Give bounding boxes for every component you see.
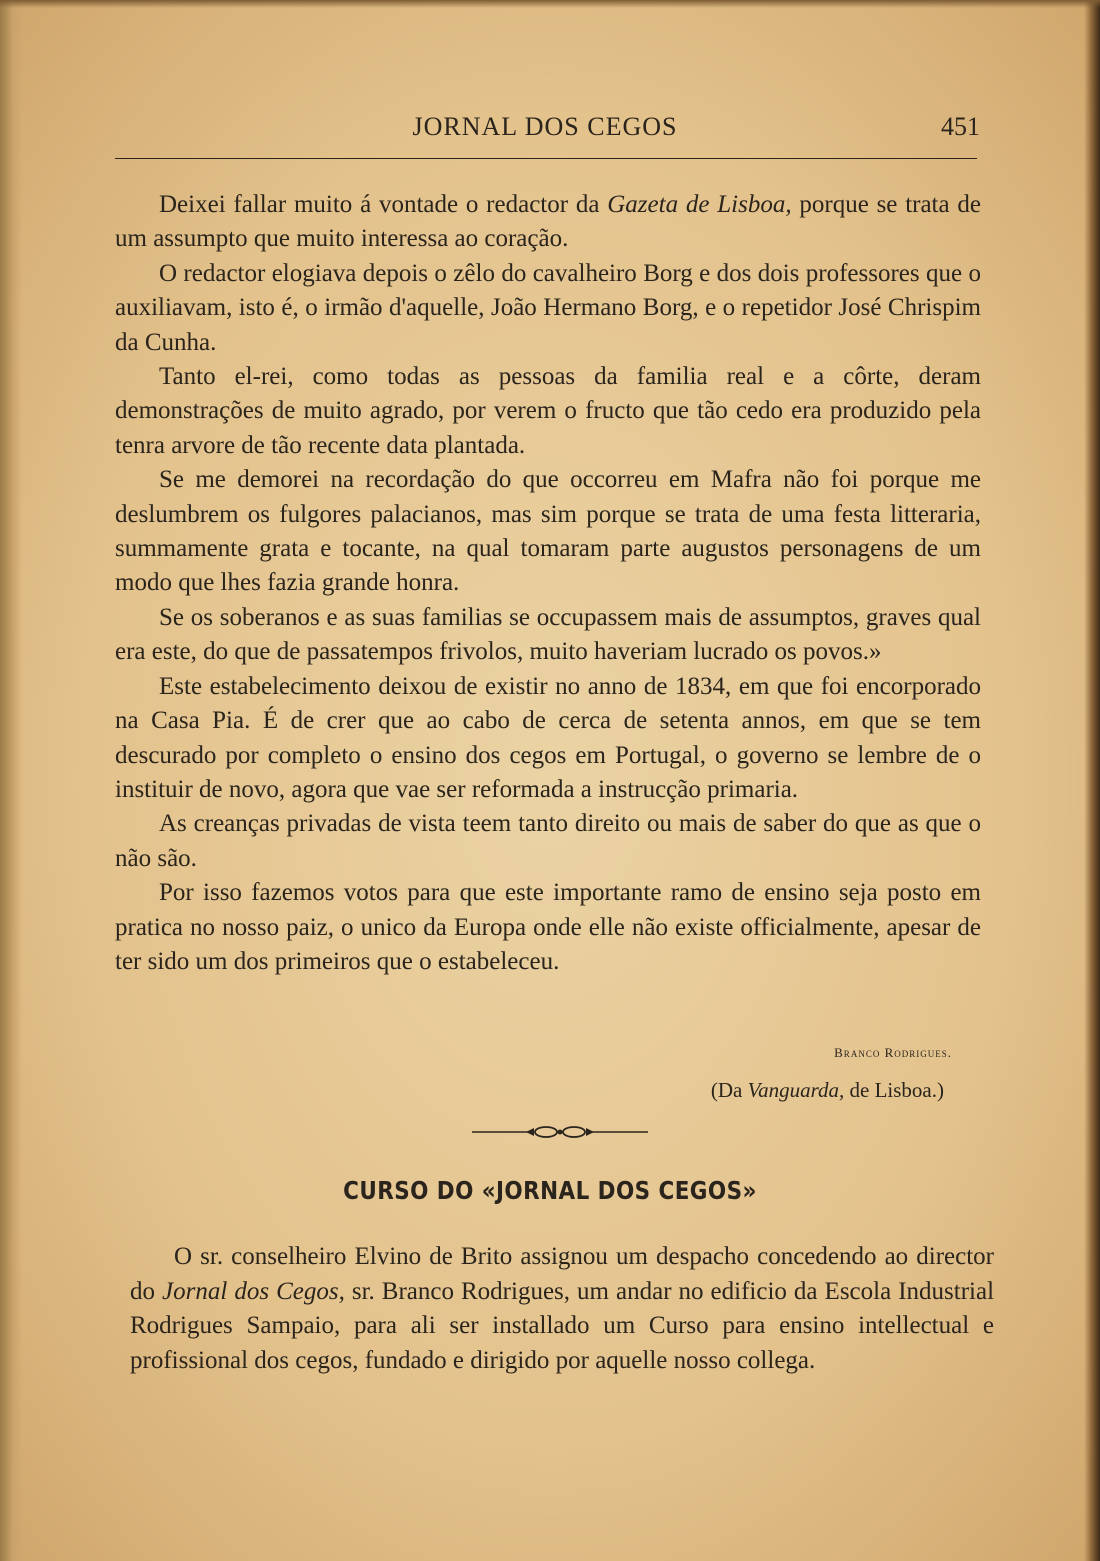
section-body: [130, 1240, 994, 1378]
page-top-edge: [0, 0, 1100, 8]
paragraph: Se me demorei na recordação do que occorreu em Mafra não foi porque me deslumbrem os fulgores palacianos, mas sim porque se trata de uma festa litteraria, summamente grata e tocante, na qual tomaram parte augustos personagens de um modo que lhes fazia grande honra.: [115, 466, 981, 597]
newspaper-title: Jornal dos Cegos,: [162, 1277, 345, 1305]
paragraph-text: porque se trata de um assumpto que muito interessa ao coração.: [115, 191, 981, 253]
newspaper-title: Gazeta de Lisboa,: [607, 191, 792, 218]
author-signature: Branco Rodrigues.: [834, 1045, 952, 1060]
source-credit: [711, 1078, 944, 1103]
running-title: JORNAL DOS CEGOS: [412, 112, 678, 141]
page-number: 451: [941, 112, 980, 141]
source-text: de Lisboa.): [844, 1078, 944, 1102]
paragraph: O redactor elogiava depois o zêlo do cavalheiro Borg e dos dois professores que o auxiliavam, isto é, o irmão d'aquelle, João Hermano Borg, e o repetidor José Chrispim da Cunha.: [115, 259, 981, 356]
page-right-edge: [1084, 0, 1100, 1561]
page-header: [110, 112, 980, 152]
source-publication: Vanguarda,: [747, 1078, 845, 1102]
paragraph: Se os soberanos e as suas familias se occupassem mais de assumptos, graves qual era este, do que de passatempos frivolos, muito haveriam lucrado os povos.»: [115, 603, 981, 666]
paragraph: Este estabelecimento deixou de existir no anno de 1834, em que foi encorporado na Casa Pia. É de crer que ao cabo de cerca de setenta annos, em que se tem descurado por completo o ensino dos cegos em Portugal, o governo se lembre de o instituir de novo, agora que vae ser reformada a instrucção primaria.: [115, 672, 981, 803]
section-divider-ornament: [472, 1122, 648, 1142]
paragraph: [130, 1240, 994, 1378]
section-heading: CURSO DO «JORNAL DOS CEGOS»: [343, 1176, 757, 1205]
paragraph-text: O sr. conselheiro Elvino de Brito assignou um despacho concedendo ao director do: [130, 1243, 994, 1305]
paragraph: Tanto el-rei, como todas as pessoas da familia real e a côrte, deram demonstrações de muito agrado, por verem o fructo que tão cedo era produzido pela tenra arvore de tão recente data plantada.: [115, 363, 981, 459]
paragraph-text: sr. Branco Rodrigues, um andar no edificio da Escola Industrial Rodrigues Sampaio, para ali ser installado um Curso para ensino intellectual e profissional dos cegos, fundado e dirigido por aquelle nosso collega.: [130, 1277, 995, 1374]
page-left-edge: [0, 0, 22, 1561]
paragraph-text: Deixei fallar muito á vontade o redactor da: [159, 191, 608, 218]
paragraph: Por isso fazemos votos para que este importante ramo de ensino seja posto em pratica no nosso paiz, o unico da Europa onde elle não existe officialmente, apesar de ter sido um dos primeiros que o estabeleceu.: [115, 879, 981, 975]
header-rule: [115, 158, 977, 159]
paragraph: As creanças privadas de vista teem tanto direito ou mais de saber do que as que o não são.: [115, 810, 981, 872]
article-body: [115, 188, 981, 979]
paragraph: [115, 188, 981, 257]
source-text: (Da: [710, 1078, 748, 1102]
